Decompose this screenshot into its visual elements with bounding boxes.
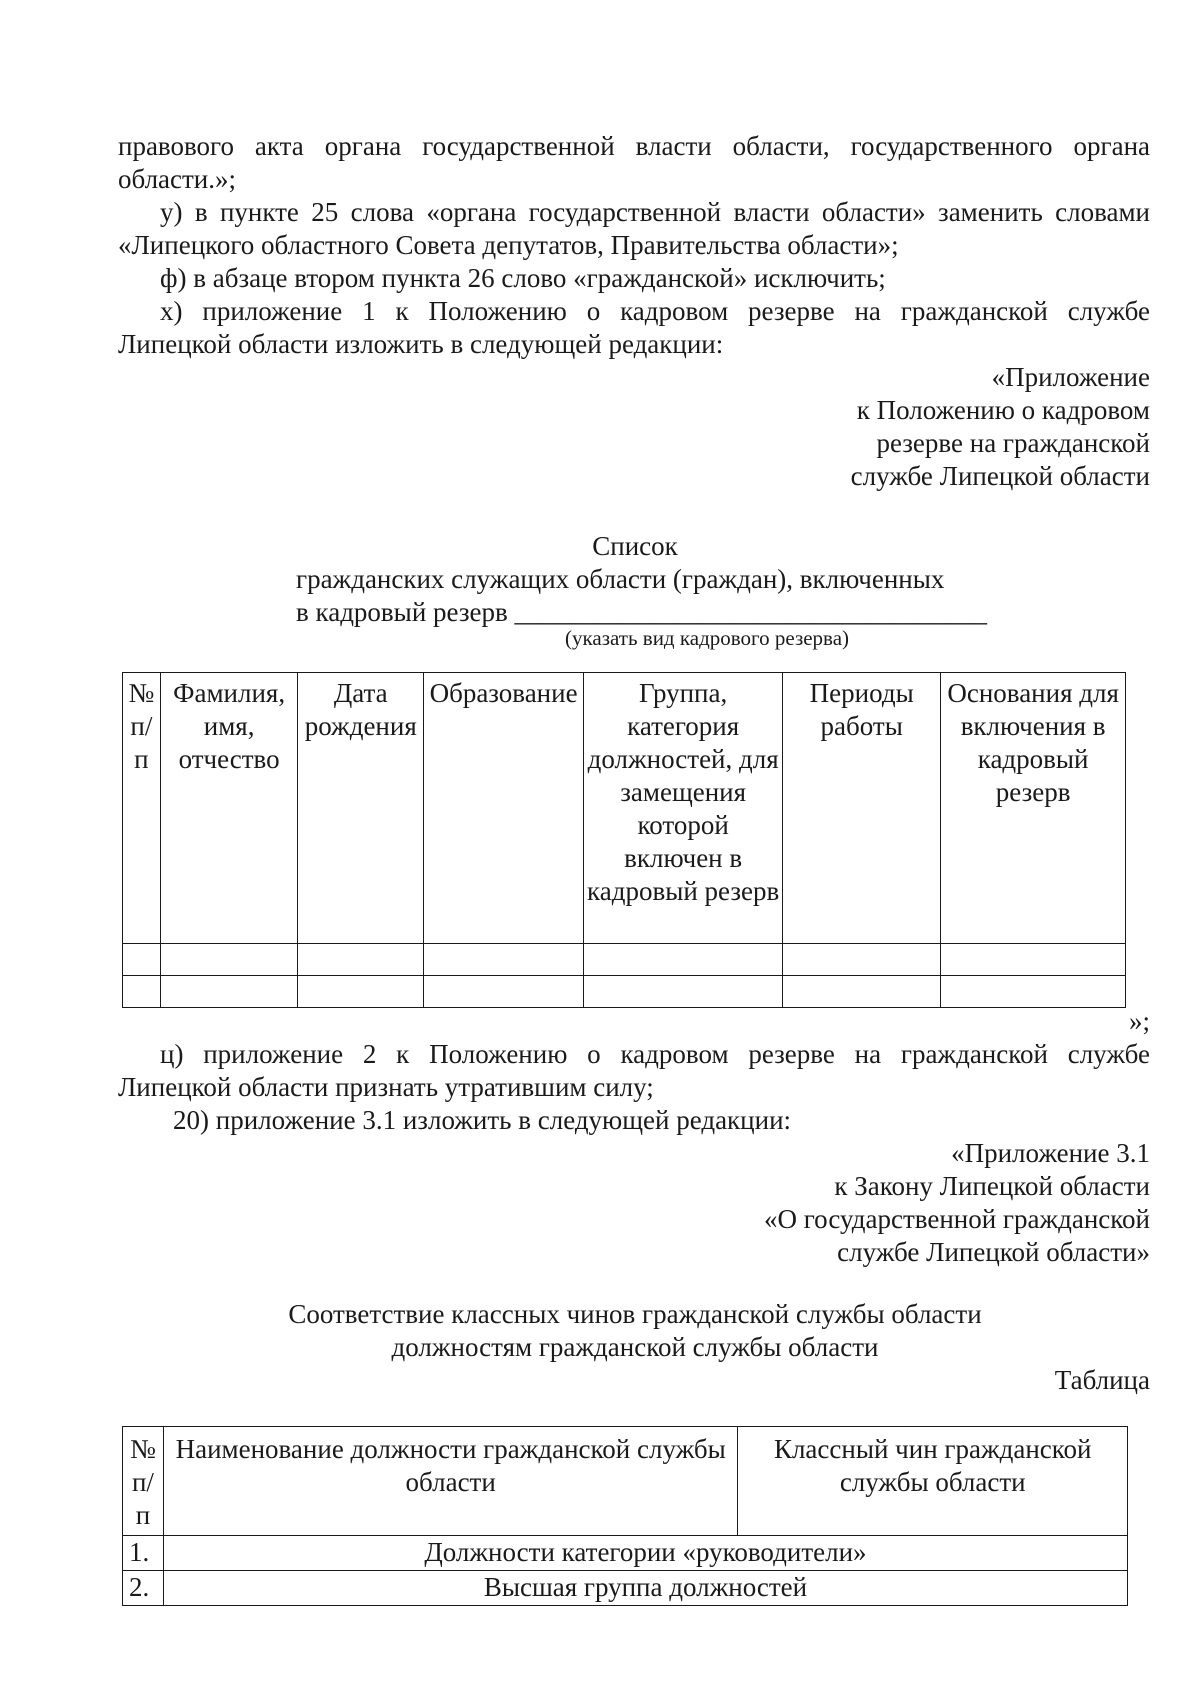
paragraph-text: х) приложение 1 к Положению о кадровом резерве на гражданской службе — [160, 296, 1150, 326]
table-cell — [783, 944, 941, 976]
table-cell — [783, 976, 941, 1008]
table-header-cell: Классный чин гражданской службы области — [738, 1427, 1128, 1536]
table-cell — [584, 944, 783, 976]
paragraph-text: Липецкой области изложить в следующей редакции: — [118, 329, 724, 359]
appendix-heading: резерве на гражданской — [876, 428, 1150, 458]
table-cell — [298, 944, 424, 976]
paragraph-text: Липецкой области признать утратившим силу; — [118, 1072, 654, 1102]
table-cell-number: 2. — [123, 1571, 164, 1606]
table-header-cell: Фамилия, имя, отчество — [160, 673, 298, 944]
table-row — [123, 944, 1126, 976]
table-cell — [298, 976, 424, 1008]
table-header-cell: № п/п — [123, 673, 161, 944]
appendix-heading: к Закону Липецкой области — [834, 1171, 1150, 1201]
paragraph-text: ц) приложение 2 к Положению о кадровом резерве на гражданской службе — [160, 1039, 1150, 1069]
table-header-cell: Группа, категория должностей, для замещения которой включен в кадровый резерв — [584, 673, 783, 944]
paragraph-text: области.»; — [118, 164, 237, 194]
paragraph-text: 20) приложение 3.1 изложить в следующей редакции: — [173, 1105, 792, 1135]
table-row — [123, 1536, 1128, 1571]
table-cell — [423, 976, 583, 1008]
paragraph-text: у) в пункте 25 слова «органа государственной власти области» заменить словами — [160, 197, 1150, 227]
table-cell — [160, 976, 298, 1008]
reserve-type-caption: (указать вид кадрового резерва) — [565, 626, 850, 650]
table-cell: Высшая группа должностей — [163, 1571, 1127, 1606]
list-title: Список — [592, 531, 678, 561]
paragraph-text: «Липецкого областного Совета депутатов, Правительства области»; — [118, 230, 899, 260]
table-header-cell: Основания для включения в кадровый резерв — [941, 673, 1126, 944]
appendix-heading: «Приложение — [991, 362, 1150, 392]
table-cell-number: 1. — [123, 1536, 164, 1571]
table-header-cell: № п/ п — [123, 1427, 164, 1536]
table-cell — [423, 944, 583, 976]
appendix-heading: службе Липецкой области — [850, 461, 1150, 491]
table-row — [123, 1571, 1128, 1606]
class-rank-table — [122, 1426, 1128, 1606]
section-title: должностям гражданской службы области — [391, 1332, 879, 1362]
list-subtitle: гражданских служащих области (граждан), включенных — [296, 564, 945, 594]
table-header-cell: Наименование должности гражданской службы области — [163, 1427, 738, 1536]
table-cell — [584, 976, 783, 1008]
table-cell — [123, 944, 161, 976]
table-cell: Должности категории «руководители» — [163, 1536, 1127, 1571]
table-header-cell: Периоды работы — [783, 673, 941, 944]
table-header-row — [123, 1427, 1128, 1536]
paragraph-text: правового акта органа государственной власти области, государственного органа — [118, 131, 1150, 161]
appendix-heading: к Положению о кадровом — [856, 395, 1150, 425]
appendix-heading: «О государственной гражданской — [764, 1204, 1150, 1234]
paragraph-text: ф) в абзаце втором пункта 26 слово «гражданской» исключить; — [160, 263, 886, 293]
table-cell — [160, 944, 298, 976]
reserve-list-table — [122, 672, 1126, 1008]
section-title: Соответствие классных чинов гражданской службы области — [288, 1299, 982, 1329]
table-row — [123, 976, 1126, 1008]
appendix-heading: «Приложение 3.1 — [951, 1138, 1150, 1168]
table-label: Таблица — [1054, 1365, 1150, 1395]
table-header-cell: Образование — [423, 673, 583, 944]
list-subtitle: в кадровый резерв ___________________________________ — [296, 597, 987, 627]
table-header-row — [123, 673, 1126, 944]
table-cell — [941, 944, 1126, 976]
closing-quote: »; — [1128, 1006, 1150, 1036]
table-header-cell: Дата рождения — [298, 673, 424, 944]
table-cell — [123, 976, 161, 1008]
table-cell — [941, 976, 1126, 1008]
appendix-heading: службе Липецкой области» — [837, 1237, 1150, 1267]
